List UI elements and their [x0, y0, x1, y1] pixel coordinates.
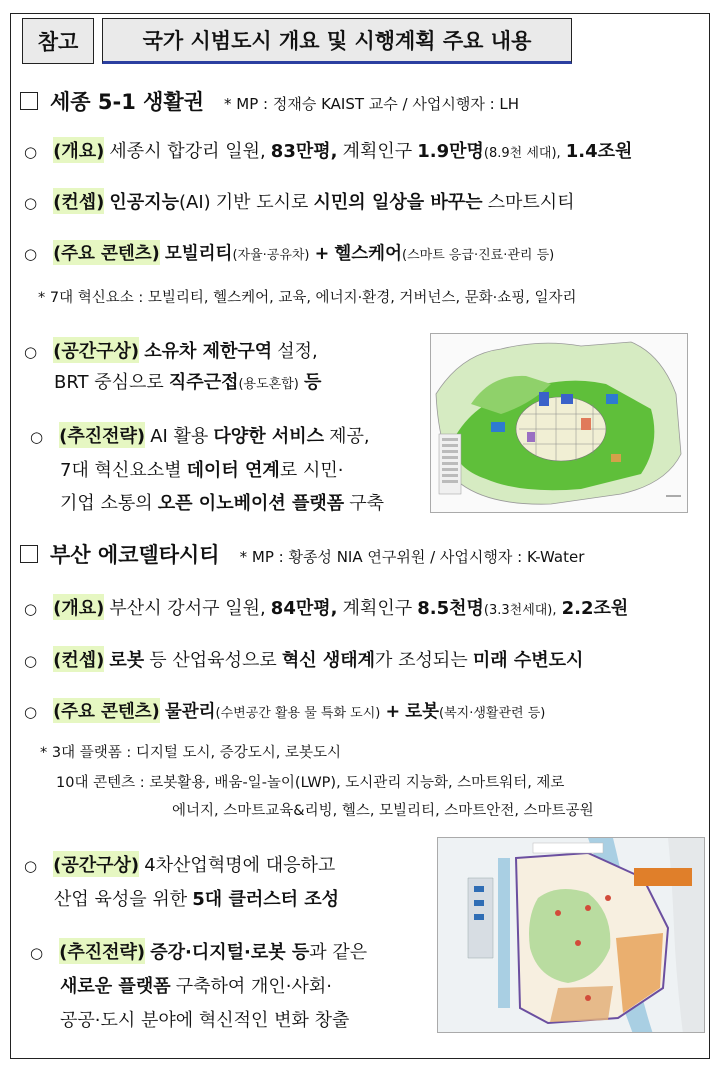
busan-contents: [24, 698, 545, 723]
text: 4차산업혁명에 대응하고: [144, 855, 336, 876]
section-busan-heading: [20, 539, 584, 569]
text: (용도혼합): [238, 377, 299, 392]
busan-map-graphic: [438, 838, 705, 1033]
busan-overview: [24, 594, 628, 620]
sejong-contents-note: * 7대 혁신요소 : 모빌리티, 헬스케어, 교육, 에너지·환경, 거버넌스, 문화·쇼핑, 일자리: [38, 290, 577, 306]
busan-note-platforms: * 3대 플랫폼 : 디지털 도시, 증강도시, 로봇도시: [40, 745, 341, 761]
tag-label: (개요): [53, 137, 104, 163]
text: 설정,: [277, 341, 318, 362]
text: 1.4조원: [565, 141, 633, 162]
text: 로 시민·: [279, 460, 344, 481]
text: +: [385, 702, 401, 722]
text: 83만평,: [270, 141, 338, 162]
tag-label: (주요 콘텐츠): [53, 698, 160, 723]
text: 1.9만명: [417, 141, 484, 162]
busan-space-line2: [54, 885, 339, 911]
text: (3.3천세대),: [483, 603, 557, 618]
text: 계획인구: [342, 141, 413, 162]
text: (수변공간 활용 물 특화 도시): [215, 706, 381, 721]
tag-label: (추진전략): [59, 938, 145, 964]
busan-space-line1: [24, 851, 335, 877]
circle-bullet-icon: ○: [24, 600, 38, 618]
text: 가 조성되는: [375, 650, 468, 671]
text: 부산시 강서구 일원,: [109, 598, 266, 619]
text: 인공지능: [109, 192, 179, 213]
text: 로봇: [109, 650, 145, 671]
text: 혁신 생태계: [281, 650, 376, 671]
sejong-strategy-line2: [60, 456, 343, 482]
circle-bullet-icon: ○: [24, 245, 38, 263]
tag-label: (추진전략): [59, 422, 145, 448]
text: (자율·공유차): [232, 248, 310, 263]
text: 5대 클러스터 조성: [192, 889, 340, 910]
text: 증강·디지털·로봇 등: [150, 942, 310, 963]
text: 세종시 합강리 일원,: [109, 141, 266, 162]
text: 미래 수변도시: [472, 650, 584, 671]
text: 산업 육성을 위한: [54, 889, 188, 910]
sejong-space-line2: [54, 368, 321, 394]
text: 직주근접: [168, 372, 239, 393]
busan-strategy-line2: [60, 972, 332, 998]
sejong-strategy-line3: [60, 489, 384, 515]
sejong-overview: [24, 137, 632, 163]
busan-note-contents: 10대 콘텐츠 : 로봇활용, 배움-일-놀이(LWP), 도시관리 지능화, 스마트워터, 제로: [56, 775, 565, 791]
text: 구축: [349, 493, 385, 514]
text: 제공,: [329, 426, 370, 447]
section-meta: * MP : 황종성 NIA 연구위원 / 사업시행자 : K-Water: [239, 548, 585, 566]
text: 데이터 연계: [186, 460, 280, 481]
text: 다양한 서비스: [213, 426, 325, 447]
busan-strategy-line3: [60, 1006, 349, 1032]
text: (스마트 응급·진료·관리 등): [402, 248, 555, 263]
text: 모빌리티: [164, 244, 233, 264]
section-sejong-heading: [20, 86, 519, 116]
checkbox-icon: [20, 545, 38, 563]
text: (8.9천 세대),: [483, 146, 561, 161]
busan-strategy-line1: [30, 938, 367, 964]
circle-bullet-icon: ○: [24, 143, 38, 161]
text: (AI): [178, 192, 211, 213]
tag-label: (주요 콘텐츠): [53, 240, 160, 265]
sejong-strategy-line1: [30, 422, 370, 448]
text: 기업 소통의: [60, 493, 153, 514]
text: 소유차 제한구역: [144, 341, 273, 362]
tag-label: (개요): [53, 594, 104, 620]
sejong-map-graphic: [431, 334, 688, 513]
sejong-contents: [24, 240, 554, 265]
text: 로봇: [405, 702, 440, 722]
circle-bullet-icon: ○: [24, 857, 38, 875]
tag-label: (공간구상): [53, 851, 139, 877]
text: 8.5천명: [417, 598, 484, 619]
circle-bullet-icon: ○: [24, 703, 38, 721]
sejong-concept: [24, 188, 575, 214]
sejong-site-map: [430, 333, 688, 513]
section-meta: * MP : 정재승 KAIST 교수 / 사업시행자 : LH: [224, 95, 520, 113]
text: BRT 중심으로: [54, 372, 164, 393]
busan-site-map: [437, 837, 705, 1033]
circle-bullet-icon: ○: [30, 428, 44, 446]
section-title: 세종 5-1 생활권: [50, 90, 204, 114]
text: 시민의 일상을 바꾸는: [313, 192, 483, 213]
section-title: 부산 에코델타시티: [50, 543, 220, 567]
text: +: [314, 244, 330, 264]
page-title: 국가 시범도시 개요 및 시행계획 주요 내용: [102, 18, 572, 64]
tag-label: (공간구상): [53, 337, 139, 363]
text: 물관리: [164, 702, 216, 722]
circle-bullet-icon: ○: [24, 194, 38, 212]
text: 등 산업육성으로: [149, 650, 277, 671]
text: 7대 혁신요소별: [60, 460, 182, 481]
circle-bullet-icon: ○: [24, 343, 38, 361]
text: 계획인구: [342, 598, 413, 619]
text: (복지·생활관련 등): [439, 706, 546, 721]
text: 과 같은: [309, 942, 368, 963]
busan-note-contents-cont: 에너지, 스마트교육&리빙, 헬스, 모빌리티, 스마트안전, 스마트공원: [172, 803, 594, 819]
text: 헬스케어: [334, 244, 402, 264]
checkbox-icon: [20, 92, 38, 110]
circle-bullet-icon: ○: [30, 944, 44, 962]
text: 구축하여 개인·사회·: [175, 976, 332, 997]
text: 공공·도시 분야에 혁신적인 변화 창출: [60, 1010, 350, 1031]
busan-concept: [24, 646, 583, 672]
text: 스마트시티: [487, 192, 575, 213]
text: 오픈 이노베이션 플랫폼: [157, 493, 345, 514]
tag-label: (컨셉): [53, 646, 104, 672]
text: 기반 도시로: [215, 192, 309, 213]
text: 2.2조원: [561, 598, 629, 619]
reference-label: 참고: [22, 18, 94, 64]
sejong-space-line1: [24, 337, 318, 363]
text: 84만평,: [270, 598, 338, 619]
circle-bullet-icon: ○: [24, 652, 38, 670]
text: 등: [303, 372, 322, 393]
text: 새로운 플랫폼: [60, 976, 171, 997]
tag-label: (컨셉): [53, 188, 104, 214]
text: AI 활용: [150, 426, 209, 447]
